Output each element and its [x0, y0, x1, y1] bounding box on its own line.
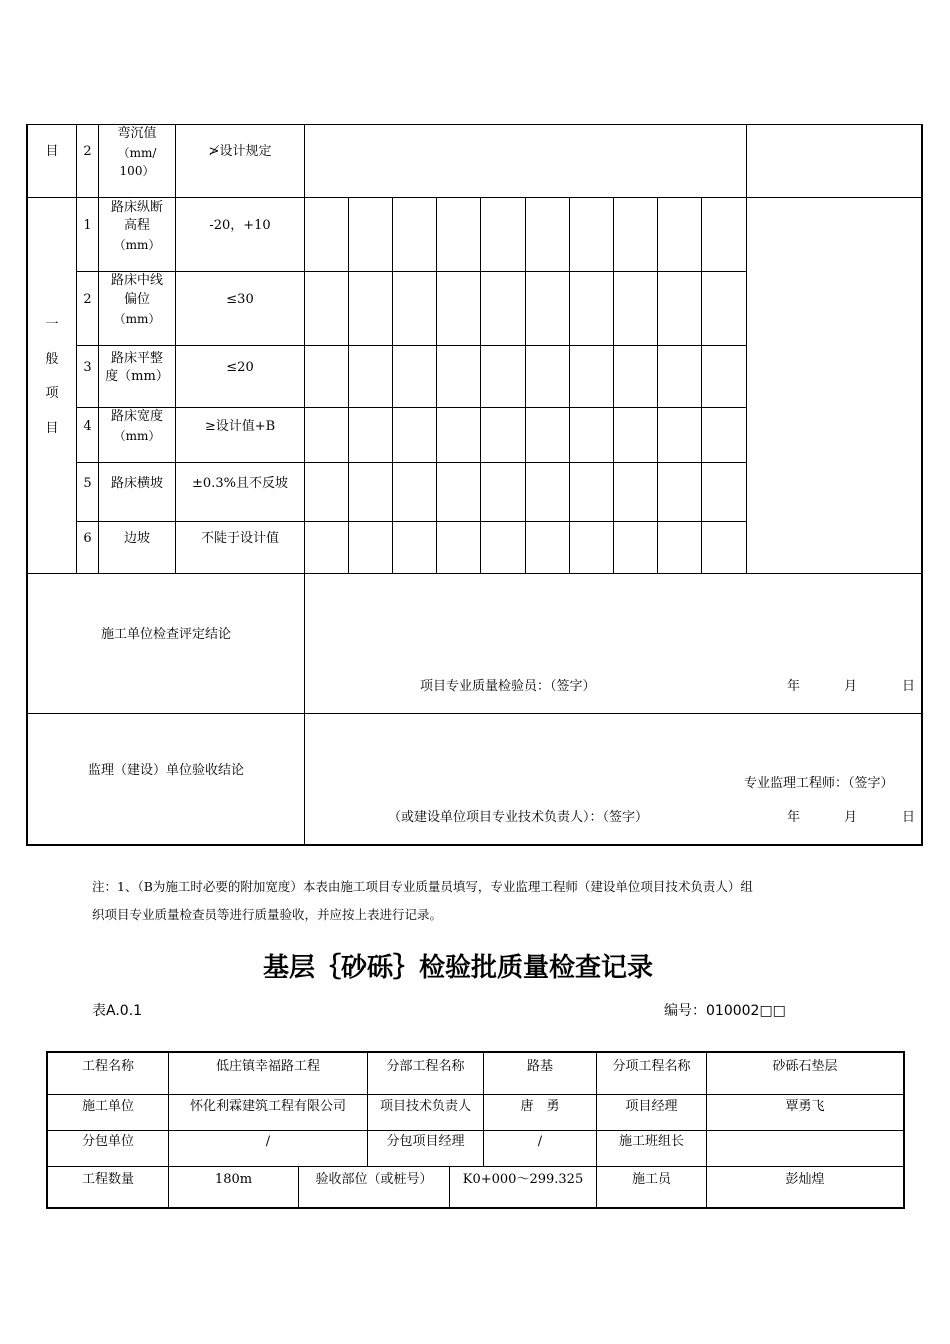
grid-line	[480, 198, 481, 573]
year-label: 年	[787, 679, 801, 694]
info-label: 分项工程名称	[612, 1059, 691, 1074]
grid-line	[392, 198, 393, 573]
table-border	[26, 844, 923, 846]
grid-line	[746, 124, 747, 574]
standard-value: ≤20	[226, 360, 254, 375]
info-value: K0+000～299.325	[462, 1172, 584, 1187]
info-label: 施工员	[631, 1172, 671, 1187]
info-value: 180m	[214, 1172, 253, 1187]
grid-line	[701, 198, 702, 573]
grid-line	[76, 345, 747, 346]
note-line: 织项目专业质量检查员等进行质量验收，并应按上表进行记录。	[92, 907, 443, 922]
item-name: 路床纵断	[110, 200, 163, 215]
grid-line	[46, 1130, 905, 1131]
grid-line	[304, 124, 305, 846]
info-value: 低庄镇幸福路工程	[215, 1059, 320, 1074]
table-border	[26, 124, 28, 846]
row-number: 2	[83, 144, 92, 159]
info-value: /	[265, 1134, 271, 1149]
grid-line	[76, 407, 747, 408]
day-label: 日	[902, 810, 916, 825]
table-border	[921, 124, 923, 846]
general-items-label: 项	[45, 386, 59, 401]
info-value: 彭灿煌	[785, 1172, 825, 1187]
item-name: 路床平整	[110, 351, 163, 366]
item-name: 路床横坡	[110, 476, 163, 491]
grid-line	[175, 124, 176, 574]
record-title: 基层｛砂砾｝检验批质量检查记录	[262, 953, 653, 983]
grid-line	[46, 1166, 905, 1167]
table-border	[46, 1207, 905, 1209]
item-name: 高程	[123, 218, 150, 233]
table-code: 表A.0.1	[92, 1003, 143, 1019]
item-name: 100）	[119, 164, 155, 178]
standard-value: -20，+10	[209, 218, 271, 233]
grid-line	[525, 198, 526, 573]
month-label: 月	[844, 810, 858, 825]
owner-signature-label: （或建设单位项目专业技术负责人）：（签字）	[388, 810, 649, 825]
grid-line	[76, 271, 747, 272]
grid-line	[98, 124, 99, 574]
inspector-signature-label: 项目专业质量检验员：（签字）	[420, 679, 596, 694]
grid-line	[26, 713, 923, 714]
general-items-label: 般	[45, 352, 59, 367]
info-label: 工程名称	[81, 1059, 134, 1074]
standard-value: 不陡于设计值	[200, 531, 279, 546]
general-items-label: 一	[45, 317, 59, 332]
construction-conclusion-label: 施工单位检查评定结论	[100, 627, 231, 642]
item-name: （mm）	[113, 312, 161, 326]
grid-line	[613, 198, 614, 573]
standard-value: ±0.3%且不反坡	[192, 476, 288, 491]
row-number: 4	[83, 419, 92, 434]
row-number: 6	[83, 531, 92, 546]
item-name: 度（mm）	[105, 369, 169, 384]
item-name: 路床宽度	[110, 409, 163, 424]
grid-line	[76, 521, 747, 522]
item-name: 路床中线	[110, 273, 163, 288]
row-number: 5	[83, 476, 92, 491]
info-label: 验收部位（或桩号）	[315, 1172, 433, 1187]
info-label: 施工单位	[81, 1099, 134, 1114]
section-label: 目	[45, 144, 59, 159]
general-items-label: 目	[45, 421, 59, 436]
grid-line	[76, 124, 77, 574]
info-label: 分包单位	[81, 1134, 134, 1149]
supervisor-signature-label: 专业监理工程师：（签字）	[744, 776, 894, 791]
item-name: 偏位	[123, 292, 150, 307]
row-number: 3	[83, 360, 92, 375]
info-label: 项目技术负责人	[379, 1099, 471, 1114]
info-label: 工程数量	[81, 1172, 134, 1187]
item-name: （mm/	[117, 146, 157, 160]
info-value: 唐 勇	[520, 1099, 560, 1114]
month-label: 月	[844, 679, 858, 694]
grid-line	[26, 573, 923, 574]
item-name: 弯沉值	[117, 126, 157, 141]
row-number: 1	[83, 218, 92, 233]
item-name: 边坡	[123, 531, 150, 546]
table-border	[46, 1051, 905, 1053]
grid-line	[657, 198, 658, 573]
grid-line	[436, 198, 437, 573]
info-value: /	[537, 1134, 543, 1149]
day-label: 日	[902, 679, 916, 694]
info-label: 分包项目经理	[386, 1134, 465, 1149]
info-label: 项目经理	[625, 1099, 678, 1114]
item-name: （mm）	[113, 429, 161, 443]
info-label: 施工班组长	[618, 1134, 684, 1149]
grid-line	[569, 198, 570, 573]
info-value: 路基	[526, 1059, 553, 1074]
grid-line	[26, 197, 923, 198]
info-value: 砂砾石垫层	[772, 1059, 838, 1074]
grid-line	[76, 462, 747, 463]
row-number: 2	[83, 292, 92, 307]
note-line: 注：1、（B为施工时必要的附加宽度）本表由施工项目专业质量员填写，专业监理工程师（建设单位项目技术负责人）组	[92, 879, 753, 894]
grid-line	[46, 1094, 905, 1095]
standard-value: ≤30	[226, 292, 254, 307]
item-name: （mm）	[113, 238, 161, 252]
info-label: 分部工程名称	[386, 1059, 465, 1074]
grid-line	[348, 198, 349, 573]
standard-value: ≥设计值+B	[204, 419, 276, 434]
info-value: 怀化利霖建筑工程有限公司	[189, 1099, 346, 1114]
standard-value: ≯设计规定	[208, 144, 272, 159]
supervision-conclusion-label: 监理（建设）单位验收结论	[87, 763, 244, 778]
serial-number: 编号：010002□□	[664, 1003, 786, 1019]
year-label: 年	[787, 810, 801, 825]
info-value: 覃勇飞	[785, 1099, 825, 1114]
